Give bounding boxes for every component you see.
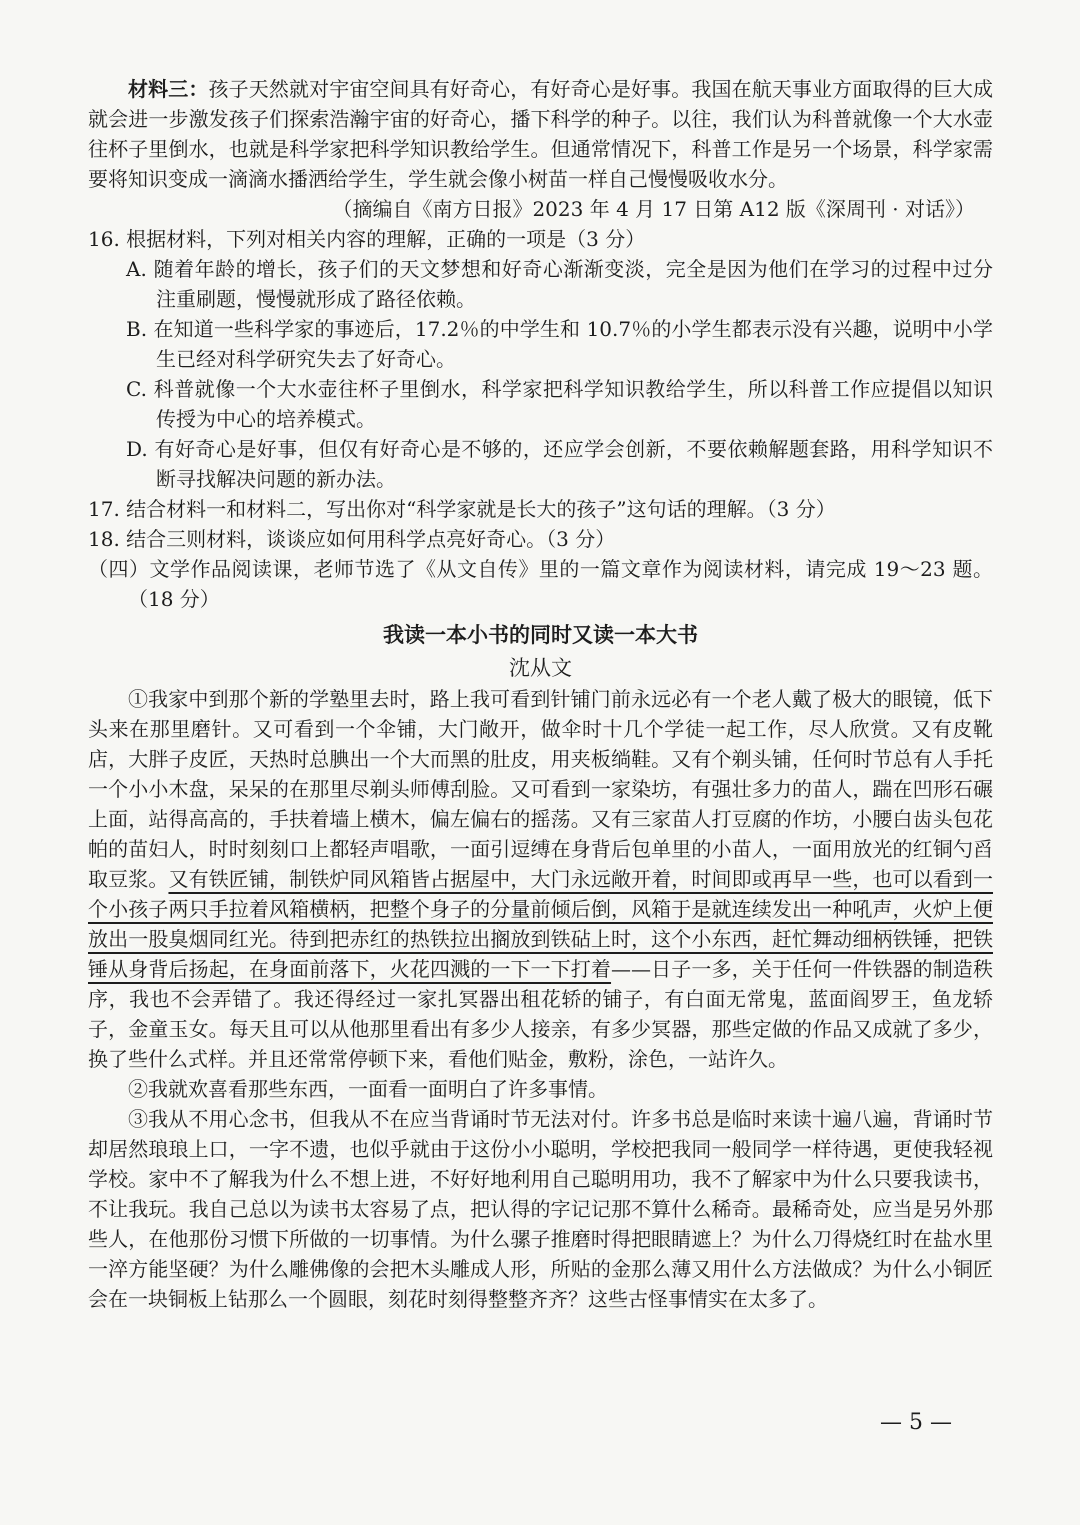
article-author: 沈从文	[509, 656, 572, 680]
question-16: 16. 根据材料，下列对相关内容的理解，正确的一项是（3 分）	[88, 227, 646, 251]
paragraph-1-continued: ——日子一多，关于任何一件铁器的制造秩序，我也不会弄错了。我还得经过一家扎冥器出租花轿的铺子，有白面无常鬼，蓝面阎罗王，鱼龙轿子，金童玉女。每天且可以从他那里看出有多少人接亲，有多少冥器，那些定做的作品又成就了多少，换了些什么式样。并且还常常停顿下来，看他们贴金，敷粉，涂色，一站许久。	[88, 957, 994, 1071]
material-3-text: 孩子天然就对宇宙空间具有好奇心，有好奇心是好事。我国在航天事业方面取得的巨大成就会进一步激发孩子们探索浩瀚宇宙的好奇心，播下科学的种子。以往，我们认为科普就像一个大水壶往杯子里倒水，也就是科学家把科学知识教给学生。但通常情况下，科普工作是另一个场景，科学家需要将知识变成一滴滴水播洒给学生，学生就会像小树苗一样自己慢慢吸收水分。	[88, 77, 994, 191]
article-paragraph-1	[88, 684, 993, 1074]
section-4-heading: （四）文学作品阅读课，老师节选了《从文自传》里的一篇文章作为阅读材料，请完成 19～23 题。（18 分）	[88, 557, 993, 611]
article-title: 我读一本小书的同时又读一本大书	[383, 622, 698, 647]
q16-option-d: D. 有好奇心是好事，但仅有好奇心是不够的，还应学会创新，不要依赖解题套路，用科学知识不断寻找解决问题的新办法。	[126, 437, 993, 491]
page-number: — 5 —	[880, 1410, 952, 1435]
question-17: 17. 结合材料一和材料二，写出你对“科学家就是长大的孩子”这句话的理解。（3 分）	[88, 497, 836, 521]
underlined-passage: 又有铁匠铺，制铁炉同风箱皆占据屋中，大门永远敞开着，时间即或再早一些，也可以看到一个小孩子两只手拉着风箱横柄，把整个身子的分量前倾后倒，风箱于是就连续发出一种吼声，火炉上便放出一股臭烟同红光。待到把赤红的热铁拉出搁放到铁砧上时，这个小东西，赶忙舞动细柄铁锤，把铁锤从身背后扬起，在身面前落下，火花四溅的一下一下打着	[88, 867, 994, 981]
article-paragraph-3: ③我从不用心念书，但我从不在应当背诵时节无法对付。许多书总是临时来读十遍八遍，背诵时节却居然琅琅上口，一字不遗，也似乎就由于这份小小聪明，学校把我同一般同学一样待遇，更使我轻视学校。家中不了解我为什么不想上进，不好好地利用自己聪明用功，我不了解家中为什么只要我读书，不让我玩。我自己总以为读书太容易了点，把认得的字记记那不算什么稀奇。最稀奇处，应当是另外那些人，在他那份习惯下所做的一切事情。为什么骡子推磨时得把眼睛遮上？为什么刀得烧红时在盐水里一淬方能坚硬？为什么雕佛像的会把木头雕成人形，所贴的金那么薄又用什么方法做成？为什么小铜匠会在一块铜板上钻那么一个圆眼，刻花时刻得整整齐齐？这些古怪事情实在太多了。	[88, 1107, 993, 1311]
q16-option-c: C. 科普就像一个大水壶往杯子里倒水，科学家把科学知识教给学生，所以科普工作应提倡以知识传授为中心的培养模式。	[126, 377, 993, 431]
material-3-source: （摘编自《南方日报》2023 年 4 月 17 日第 A12 版《深周刊 · 对话》）	[332, 197, 975, 221]
question-18: 18. 结合三则材料，谈谈应如何用科学点亮好奇心。（3 分）	[88, 527, 616, 551]
material-3-label: 材料三：	[128, 77, 209, 101]
q16-option-a: A. 随着年龄的增长，孩子们的天文梦想和好奇心渐渐变淡，完全是因为他们在学习的过程中过分注重刷题，慢慢就形成了路径依赖。	[126, 257, 993, 311]
article-paragraph-2: ②我就欢喜看那些东西，一面看一面明白了许多事情。	[128, 1077, 608, 1101]
q16-option-b: B. 在知道一些科学家的事迹后，17.2％的中学生和 10.7％的小学生都表示没有兴趣，说明中小学生已经对科学研究失去了好奇心。	[126, 317, 993, 371]
material-3	[88, 74, 993, 194]
page-content	[88, 74, 993, 1314]
paragraph-1-text: ①我家中到那个新的学塾里去时，路上我可看到针铺门前永远必有一个老人戴了极大的眼镜，低下头来在那里磨针。又可看到一个伞铺，大门敞开，做伞时十几个学徒一起工作，尽人欣赏。又有皮靴店，大胖子皮匠，天热时总腆出一个大而黑的肚皮，用夹板绱鞋。又有个剃头铺，任何时节总有人手托一个小小木盘，呆呆的在那里尽剃头师傅刮脸。又可看到一家染坊，有强壮多力的苗人，踹在凹形石碾上面，站得高高的，手扶着墙上横木，偏左偏右的摇荡。又有三家苗人打豆腐的作坊，小腰白齿头包花帕的苗妇人，时时刻刻口上都轻声唱歌，一面引逗缚在身背后包单里的小苗人，一面用放光的红铜勺舀取豆浆。	[88, 687, 993, 891]
